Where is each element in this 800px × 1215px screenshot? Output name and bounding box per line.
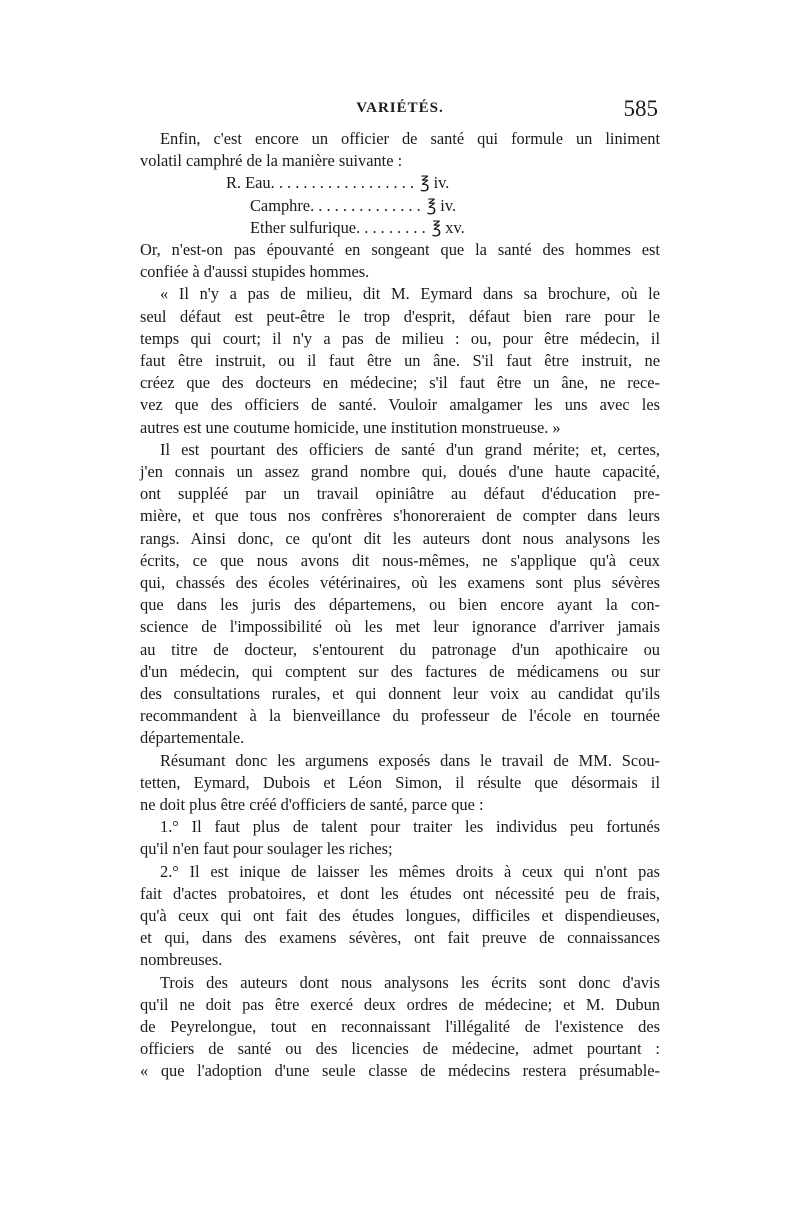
text-line: Enfin, c'est encore un officier de santé qui formule un liniment — [160, 129, 660, 148]
text-line: Il est pourtant des officiers de santé d'un grand mérite; et, certes, — [160, 439, 660, 459]
running-header — [142, 96, 658, 130]
paragraph — [140, 283, 660, 438]
text-line: seul défaut est peut-être le trop d'esprit, défaut bien rare pour le — [140, 306, 660, 326]
text-line: qu'il ne doit pas être exercé deux ordres de médecine; et M. Dubun — [140, 994, 660, 1014]
text-line: que dans les juris des départemens, ou bien encore ayant la con- — [140, 595, 660, 615]
recipe-row — [140, 195, 660, 217]
text-line: temps qui court; il n'y a pas de milieu : ou, pour être médecin, il — [140, 328, 660, 348]
text-line: créez que des docteurs en médecine; s'il faut être un âne, ne rece- — [140, 373, 660, 393]
text-line: ont suppléé par un travail opiniâtre au défaut d'éducation pre- — [140, 484, 660, 504]
text-line: et qui, dans des examens sévères, ont fait preuve de connaissances — [140, 928, 660, 948]
text-line: nombreuses. — [140, 950, 223, 970]
text-line: d'un médecin, qui comptent sur des factures de médicamens ou sur — [140, 661, 660, 681]
text-line: science de l'impossibilité où les met leur ignorance d'arriver jamais — [140, 617, 660, 637]
paragraph — [140, 750, 660, 817]
text-line: mière, et que tous nos confrères s'honoreraient de compter dans leurs — [140, 506, 660, 526]
running-title: VARIÉTÉS. — [356, 100, 444, 116]
paragraph — [140, 972, 660, 1083]
text-line: fait d'actes probatoires, et dont les études ont nécessité peu de frais, — [140, 883, 660, 903]
recipe-leader: . . . . . . . . . — [356, 217, 426, 237]
page-body — [140, 128, 660, 1083]
text-line: Or, n'est-on pas épouvanté en songeant que la santé des hommes est — [140, 239, 660, 259]
recipe-quantity: ℥ xv. — [431, 217, 465, 237]
text-line: tetten, Eymard, Dubois et Léon Simon, il résulte que désormais il — [140, 772, 660, 792]
recipe-row — [140, 172, 660, 194]
text-line: autres est une coutume homicide, une institution monstrueuse. » — [140, 417, 561, 437]
text-line: rangs. Ainsi donc, ce qu'ont dit les auteurs dont nous analysons les — [140, 528, 660, 548]
paragraph — [140, 439, 660, 750]
recipe-leader: . . . . . . . . . . . . . . — [310, 195, 421, 215]
text-line: confiée à d'aussi stupides hommes. — [140, 262, 370, 282]
paragraph — [140, 239, 660, 283]
numbered-point — [140, 861, 660, 972]
recipe-ingredient: R. Eau — [226, 173, 271, 193]
recipe-quantity: ℥ iv. — [426, 195, 457, 215]
intro-paragraph — [140, 128, 660, 172]
text-line: faut être instruit, ou il faut être un âne. S'il faut être instruit, ne — [140, 350, 660, 370]
text-line: 2.° Il est inique de laisser les mêmes droits à ceux qui n'ont pas — [160, 861, 660, 881]
recipe-ingredient: Camphre — [250, 195, 311, 215]
recipe-block — [140, 172, 660, 239]
text-line: écrits, ce que nous avons dit nous-mêmes, ne s'applique qu'à ceux — [140, 550, 660, 570]
recipe-leader: . . . . . . . . . . . . . . . . . . — [270, 173, 415, 193]
numbered-point — [140, 816, 660, 860]
text-line: volatil camphré de la manière suivante : — [140, 151, 403, 171]
text-line: des consultations rurales, et qui donnent leur voix au candidat qu'ils — [140, 684, 660, 704]
text-line: au titre de docteur, s'entourent du patronage d'un apothicaire ou — [140, 639, 660, 659]
text-line: « Il n'y a pas de milieu, dit M. Eymard dans sa brochure, où le — [160, 284, 660, 304]
text-line: Trois des auteurs dont nous analysons les écrits sont donc d'avis — [160, 972, 660, 992]
text-line: recommandent à la bienveillance du professeur de l'école en tournée — [140, 706, 660, 726]
text-line: Résumant donc les argumens exposés dans le travail de MM. Scou- — [160, 750, 660, 770]
text-line: ne doit plus être créé d'officiers de santé, parce que : — [140, 795, 484, 815]
text-line: « que l'adoption d'une seule classe de médecins restera présumable- — [140, 1061, 660, 1081]
text-line: qui, chassés des écoles vétérinaires, où les examens sont plus sévères — [140, 573, 660, 593]
text-line: vez que des officiers de santé. Vouloir amalgamer les uns avec les — [140, 395, 660, 415]
text-line: j'en connais un assez grand nombre qui, doués d'une haute capacité, — [140, 462, 660, 481]
recipe-ingredient: Ether sulfurique — [250, 217, 357, 237]
text-line: qu'il n'en faut pour soulager les riches; — [140, 839, 393, 859]
text-line: de Peyrelongue, tout en reconnaissant l'illégalité de l'existence des — [140, 1017, 660, 1037]
text-line: départementale. — [140, 728, 245, 748]
text-line: 1.° Il faut plus de talent pour traiter les individus peu fortunés — [160, 817, 660, 837]
text-line: officiers de santé ou des licencies de médecine, admet pourtant : — [140, 1039, 660, 1059]
recipe-quantity: ℥ iv. — [420, 173, 450, 193]
recipe-row — [140, 217, 660, 239]
page-number: 585 — [623, 96, 658, 121]
text-line: qu'à ceux qui ont fait des études longues, difficiles et dispendieuses, — [140, 906, 660, 926]
